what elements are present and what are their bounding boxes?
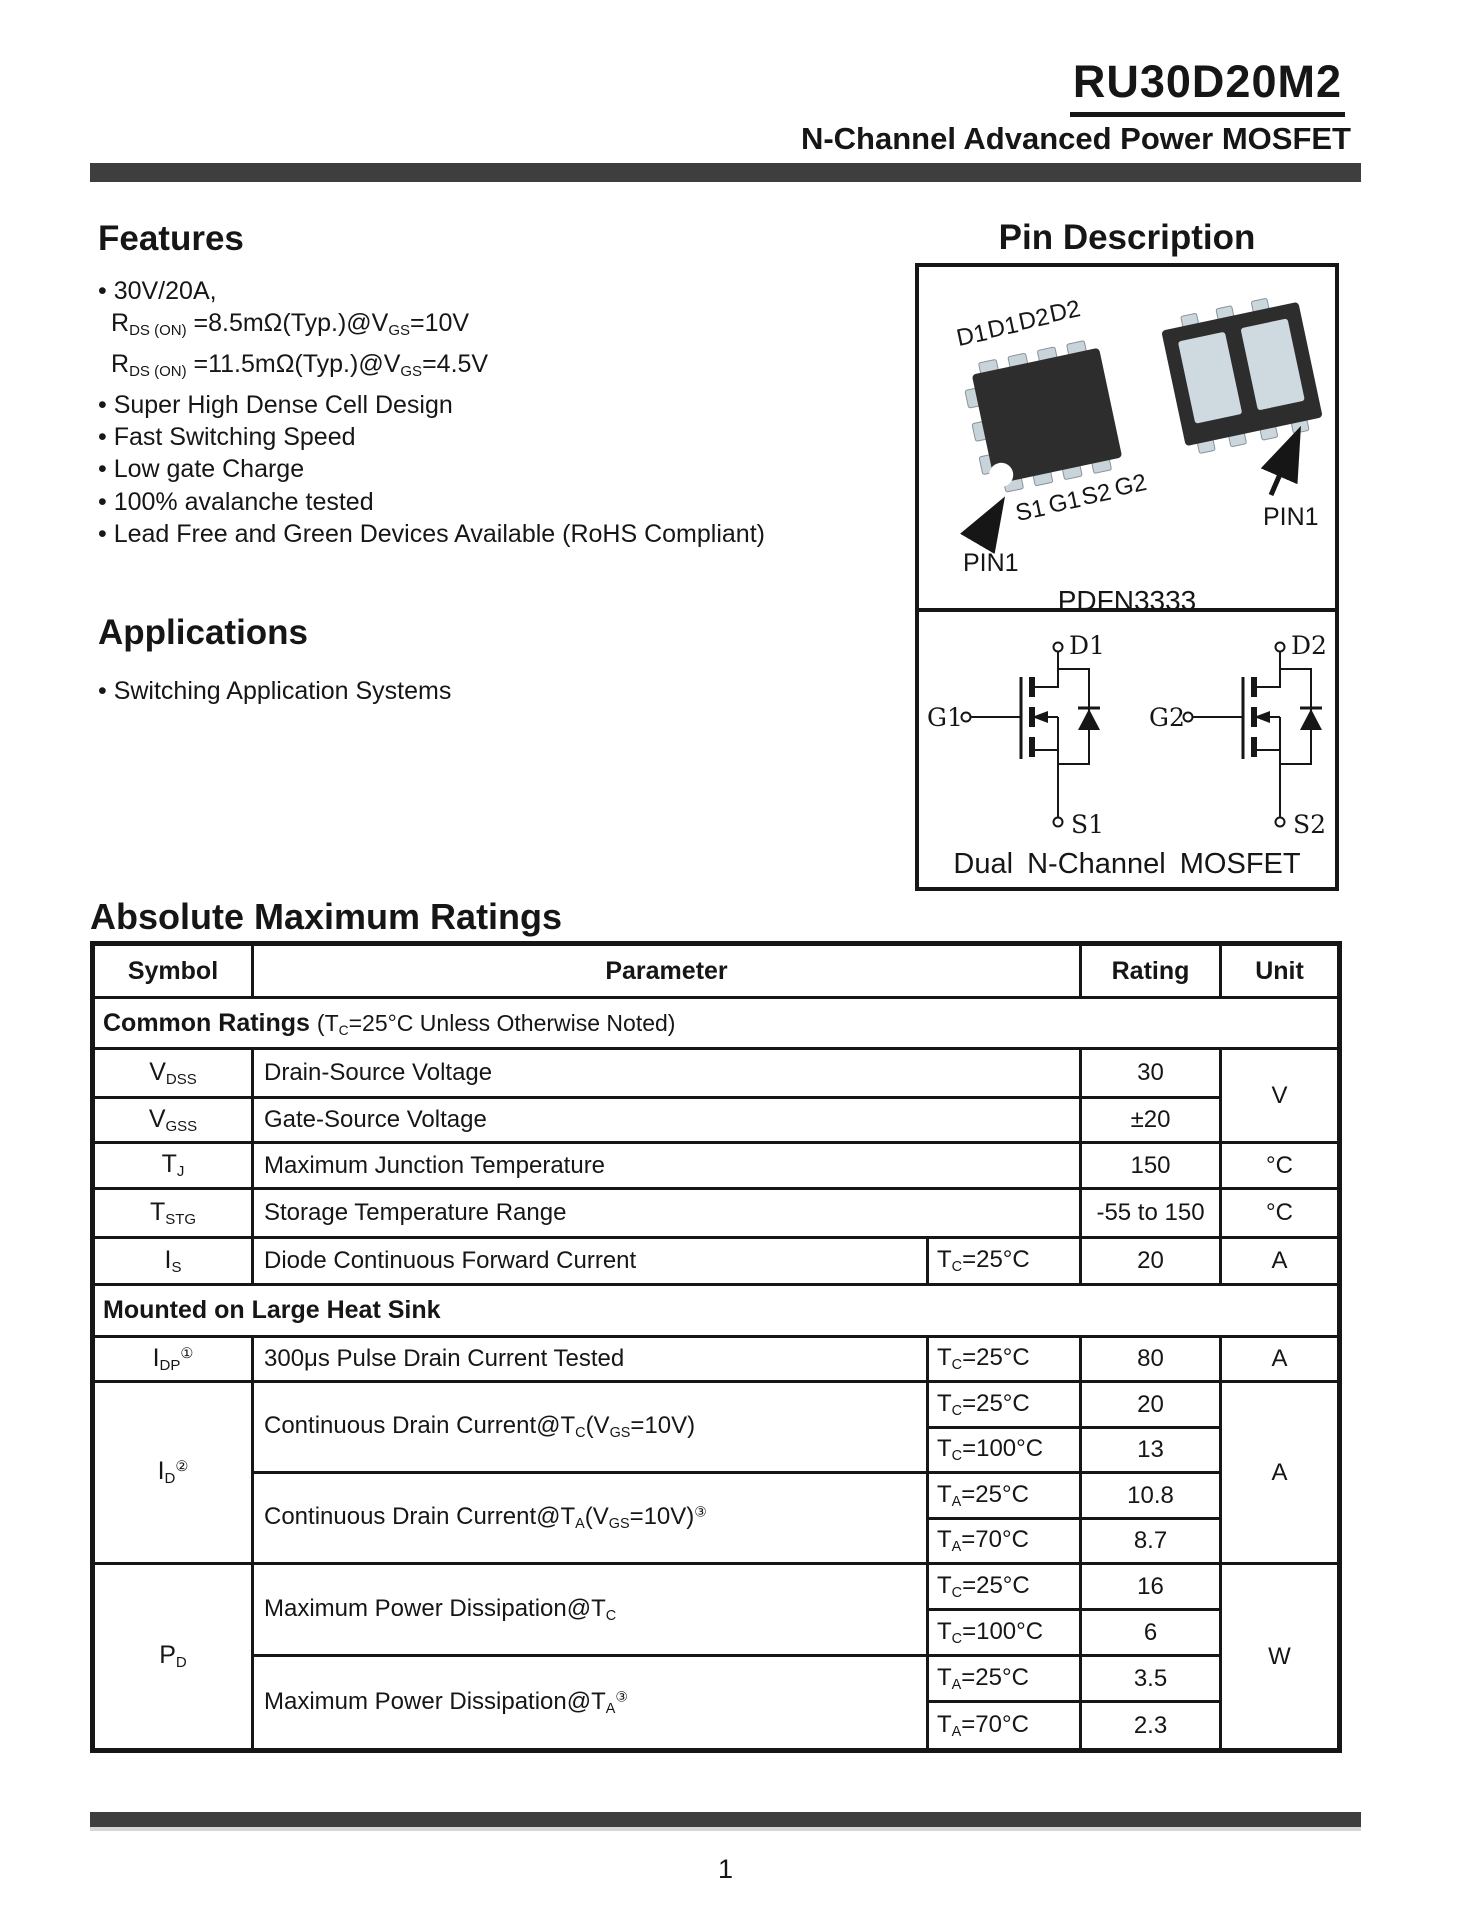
applications-list bbox=[98, 675, 451, 707]
rating-cell: 80 bbox=[1081, 1337, 1221, 1382]
parameter-cell: Drain-Source Voltage bbox=[253, 1049, 1081, 1098]
condition-cell: $T_C=100^\circ C$ bbox=[928, 1610, 1081, 1656]
table-row bbox=[93, 1049, 1340, 1098]
feature-item: • 30V/20A, bbox=[98, 275, 765, 307]
condition-cell: $T_C=100^\circ C$ bbox=[928, 1428, 1081, 1473]
rating-cell: ±20 bbox=[1081, 1098, 1221, 1143]
condition-cell: $T_C=25^\circ C$ bbox=[928, 1337, 1081, 1382]
section-label: Mounted on Large Heat Sink bbox=[103, 1296, 441, 1324]
rating-cell: 2.3 bbox=[1081, 1702, 1221, 1751]
unit-cell: °C bbox=[1221, 1143, 1340, 1189]
svg-text:D2: D2 bbox=[1291, 631, 1327, 660]
condition-cell: $T_A=25^\circ C$ bbox=[928, 1473, 1081, 1519]
pin-label-top: D1 bbox=[954, 319, 990, 353]
rating-cell: 20 bbox=[1081, 1238, 1221, 1285]
mosfet-symbol-1 bbox=[927, 631, 1105, 839]
svg-text:G1: G1 bbox=[927, 703, 963, 732]
pin-label-bottom: G1 bbox=[1046, 485, 1084, 520]
condition-cell: $T_A=70^\circ C$ bbox=[928, 1702, 1081, 1751]
applications-heading: Applications bbox=[98, 613, 309, 652]
pin-label-top: D2 bbox=[1016, 303, 1052, 337]
rating-cell: -55 to 150 bbox=[1081, 1189, 1221, 1238]
table-row bbox=[93, 1656, 1340, 1702]
feature-item: • Fast Switching Speed bbox=[98, 421, 765, 453]
package-name: PDFN3333 bbox=[1057, 585, 1197, 616]
unit-cell: °C bbox=[1221, 1189, 1340, 1238]
parameter-cell: Diode Continuous Forward Current bbox=[253, 1238, 928, 1285]
section-note: ($T_C=25^\circ C$ Unless Otherwise Noted) bbox=[316, 1009, 676, 1038]
pin1-label: PIN1 bbox=[1263, 503, 1319, 531]
symbol-cell: $V_{GSS}$ bbox=[93, 1098, 253, 1143]
parameter-cell: Continuous Drain $Current@T_A(V_{GS}=10V)^③$ bbox=[253, 1473, 928, 1564]
section-row-heatsink bbox=[93, 1285, 1340, 1337]
application-item: • Switching Application Systems bbox=[98, 675, 451, 707]
page-subtitle: N-Channel Advanced Power MOSFET bbox=[800, 121, 1351, 156]
condition-cell: $T_A=25^\circ C$ bbox=[928, 1656, 1081, 1702]
condition-cell: $T_C=25^\circ C$ bbox=[928, 1564, 1081, 1610]
unit-cell: V bbox=[1221, 1049, 1340, 1143]
condition-cell: $T_C=25^\circ C$ bbox=[928, 1238, 1081, 1285]
ratings-heading: Absolute Maximum Ratings bbox=[90, 896, 563, 937]
unit-cell: A bbox=[1221, 1337, 1340, 1382]
feature-item: • Lead Free and Green Devices Available (RoHS Compliant) bbox=[98, 518, 765, 550]
features-section bbox=[98, 219, 765, 551]
symbol-cell: $T_{STG}$ bbox=[93, 1189, 253, 1238]
parameter-cell: Storage Temperature Range bbox=[253, 1189, 1081, 1238]
table-row bbox=[93, 1238, 1340, 1285]
parameter-cell: Maximum Junction Temperature bbox=[253, 1143, 1081, 1189]
table-header-row bbox=[93, 944, 1340, 998]
mosfet-schematic bbox=[919, 612, 1335, 852]
ratings-table bbox=[90, 941, 1342, 1753]
col-header-unit: Unit bbox=[1221, 944, 1340, 998]
svg-text:S1: S1 bbox=[1071, 810, 1105, 839]
parameter-cell: Maximum Power $Dissipation@T_A^③$ bbox=[253, 1656, 928, 1751]
page-number: 1 bbox=[717, 1854, 734, 1884]
svg-text:S2: S2 bbox=[1293, 810, 1327, 839]
table-row bbox=[93, 1143, 1340, 1189]
rating-cell: 8.7 bbox=[1081, 1519, 1221, 1564]
table-row bbox=[93, 1564, 1340, 1610]
symbol-cell: $P_D$ bbox=[93, 1564, 253, 1751]
mosfet-symbol-2 bbox=[1149, 631, 1327, 839]
symbol-cell: $V_{DSS}$ bbox=[93, 1049, 253, 1098]
table-row bbox=[93, 1189, 1340, 1238]
section-label: Common Ratings bbox=[103, 1008, 310, 1037]
feature-item: • 100% avalanche tested bbox=[98, 486, 765, 518]
svg-text:D1: D1 bbox=[1069, 631, 1105, 660]
pin-label-bottom: G2 bbox=[1112, 468, 1150, 503]
table-row bbox=[93, 1098, 1340, 1143]
features-heading: Features bbox=[98, 219, 244, 258]
header-rule bbox=[90, 163, 1361, 182]
rating-cell: 150 bbox=[1081, 1143, 1221, 1189]
unit-cell: A bbox=[1221, 1382, 1340, 1564]
parameter-cell: Maximum Power $Dissipation@T_C$ bbox=[253, 1564, 928, 1656]
unit-cell: A bbox=[1221, 1238, 1340, 1285]
package-back-view bbox=[1159, 292, 1325, 456]
unit-cell: W bbox=[1221, 1564, 1340, 1751]
symbol-cell: $I_D^②$ bbox=[93, 1382, 253, 1564]
rating-cell: 6 bbox=[1081, 1610, 1221, 1656]
table-row bbox=[93, 1382, 1340, 1428]
pin1-label: PIN1 bbox=[963, 549, 1019, 577]
pin-label-top: D2 bbox=[1047, 295, 1083, 329]
applications-section bbox=[98, 613, 451, 707]
pin-label-top: D1 bbox=[985, 311, 1021, 345]
col-header-rating: Rating bbox=[1081, 944, 1221, 998]
section-row-common bbox=[93, 998, 1340, 1049]
feature-item: $R_{DS (ON)}$ $=11.5m\Omega(Typ.)@V_{GS}=4.5V$ bbox=[111, 350, 489, 381]
col-header-symbol: Symbol bbox=[93, 944, 253, 998]
feature-item: • Low gate Charge bbox=[98, 453, 765, 485]
symbol-cell: $I_{DP}^①$ bbox=[93, 1337, 253, 1382]
package-front-view bbox=[960, 338, 1124, 496]
condition-cell: $T_C=25^\circ C$ bbox=[928, 1382, 1081, 1428]
features-list bbox=[98, 275, 765, 551]
condition-cell: $T_A=70^\circ C$ bbox=[928, 1519, 1081, 1564]
feature-item: • Super High Dense Cell Design bbox=[98, 389, 765, 421]
parameter-cell: Gate-Source Voltage bbox=[253, 1098, 1081, 1143]
pin-description-box bbox=[915, 263, 1339, 891]
pin-description-heading: Pin Description bbox=[998, 218, 1256, 257]
rating-cell: 16 bbox=[1081, 1564, 1221, 1610]
feature-item: $R_{DS (ON)}$ $=8.5m\Omega(Typ.)@V_{GS}=10V$ bbox=[111, 309, 470, 340]
schematic-caption: Dual N-Channel MOSFET bbox=[953, 848, 1301, 880]
part-number-title: RU30D20M2 bbox=[1070, 56, 1345, 117]
rating-cell: 3.5 bbox=[1081, 1656, 1221, 1702]
symbol-cell: $I_S$ bbox=[93, 1238, 253, 1285]
table-row bbox=[93, 1473, 1340, 1519]
rating-cell: 10.8 bbox=[1081, 1473, 1221, 1519]
parameter-cell: 300μs Pulse Drain Current Tested bbox=[253, 1337, 928, 1382]
footer-rule bbox=[90, 1812, 1361, 1831]
rating-cell: 13 bbox=[1081, 1428, 1221, 1473]
parameter-cell: Continuous Drain $Current@T_C(V_{GS}=10V)$ bbox=[253, 1382, 928, 1473]
col-header-parameter: Parameter bbox=[253, 944, 1081, 998]
pin-label-bottom: S2 bbox=[1079, 478, 1114, 512]
table-row bbox=[93, 1337, 1340, 1382]
pin-label-bottom: S1 bbox=[1013, 494, 1048, 528]
rating-cell: 20 bbox=[1081, 1382, 1221, 1428]
symbol-cell: $T_J$ bbox=[93, 1143, 253, 1189]
svg-text:G2: G2 bbox=[1149, 703, 1185, 732]
rating-cell: 30 bbox=[1081, 1049, 1221, 1098]
